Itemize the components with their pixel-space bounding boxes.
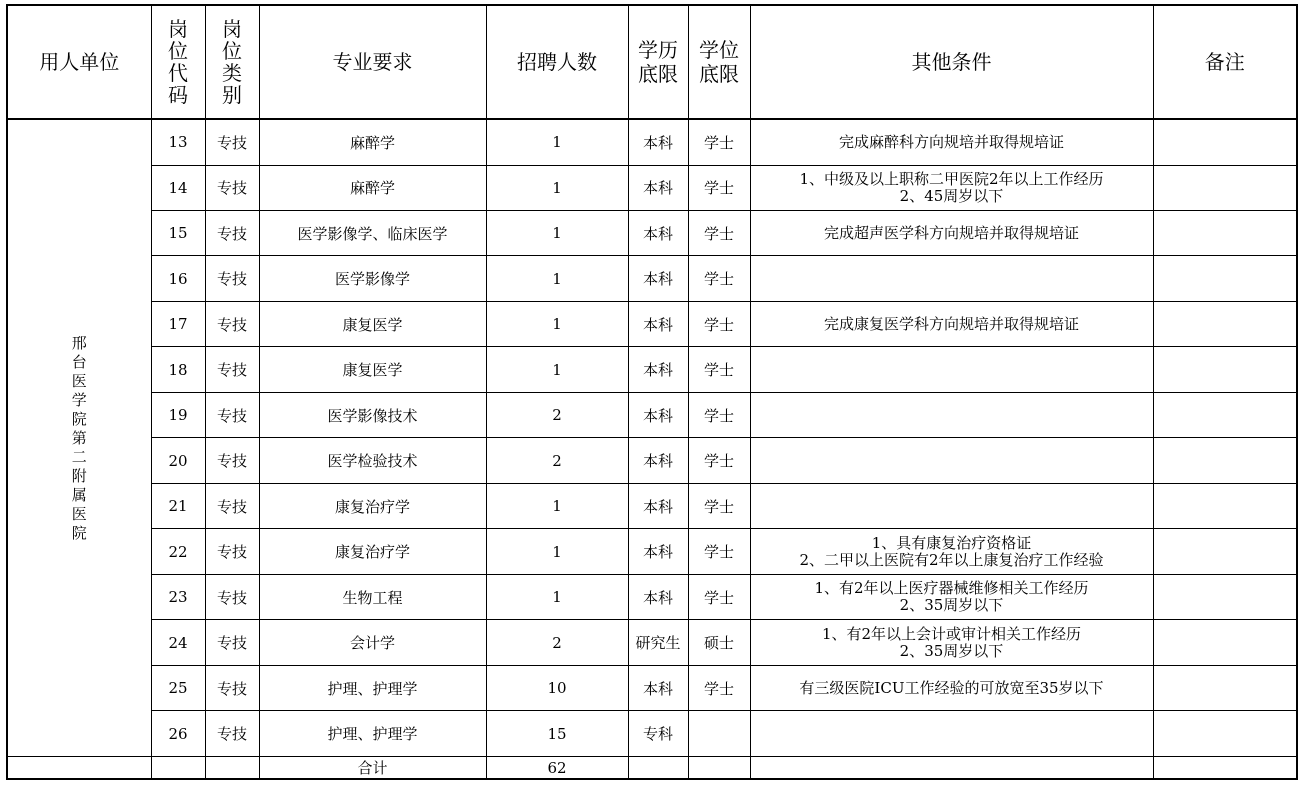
cell-type: 专技 — [205, 301, 259, 346]
total-empty-type — [205, 757, 259, 780]
condition-line: 有三级医院ICU工作经验的可放宽至35岁以下 — [799, 678, 1104, 697]
cell-type: 专技 — [205, 529, 259, 574]
header-post-type — [205, 5, 259, 119]
cell-code: 24 — [151, 620, 205, 665]
condition-line: 2、35周岁以下 — [899, 641, 1004, 660]
cell-type: 专技 — [205, 119, 259, 165]
cell-count: 1 — [486, 347, 628, 392]
cell-remark — [1153, 574, 1297, 619]
cell-degree: 学士 — [688, 438, 750, 483]
cell-code: 23 — [151, 574, 205, 619]
table-row — [7, 301, 1297, 346]
cell-degree: 学士 — [688, 574, 750, 619]
cell-remark — [1153, 392, 1297, 437]
cell-type: 专技 — [205, 256, 259, 301]
cell-remark — [1153, 483, 1297, 528]
header-remark: 备注 — [1153, 5, 1297, 119]
cell-major: 康复医学 — [259, 347, 486, 392]
cell-major: 医学影像学 — [259, 256, 486, 301]
cell-edu: 研究生 — [628, 620, 688, 665]
table-row — [7, 165, 1297, 210]
table-row — [7, 438, 1297, 483]
condition-line: 完成超声医学科方向规培并取得规培证 — [823, 223, 1079, 242]
cell-count: 1 — [486, 483, 628, 528]
cell-edu: 本科 — [628, 438, 688, 483]
cell-code: 15 — [151, 211, 205, 256]
cell-other-conditions — [750, 256, 1153, 301]
unit-cell — [7, 119, 151, 757]
cell-count: 1 — [486, 211, 628, 256]
header-post-code-text: 岗位代码 — [168, 17, 188, 107]
cell-code: 13 — [151, 119, 205, 165]
cell-edu: 本科 — [628, 347, 688, 392]
cell-remark — [1153, 665, 1297, 710]
table-row — [7, 711, 1297, 757]
header-degree-text: 学位底限 — [699, 38, 739, 86]
cell-remark — [1153, 529, 1297, 574]
cell-type: 专技 — [205, 574, 259, 619]
cell-count: 1 — [486, 165, 628, 210]
table-row — [7, 392, 1297, 437]
cell-code: 20 — [151, 438, 205, 483]
cell-count: 1 — [486, 301, 628, 346]
cell-edu: 本科 — [628, 574, 688, 619]
total-empty-cond — [750, 757, 1153, 780]
cell-other-conditions — [750, 165, 1153, 210]
total-row — [7, 757, 1297, 780]
cell-edu: 本科 — [628, 119, 688, 165]
header-edu-text: 学历底限 — [638, 38, 678, 86]
cell-count: 1 — [486, 256, 628, 301]
cell-degree: 学士 — [688, 392, 750, 437]
cell-type: 专技 — [205, 620, 259, 665]
cell-remark — [1153, 165, 1297, 210]
cell-count: 15 — [486, 711, 628, 757]
header-major: 专业要求 — [259, 5, 486, 119]
cell-edu: 专科 — [628, 711, 688, 757]
cell-other-conditions — [750, 301, 1153, 346]
cell-type: 专技 — [205, 711, 259, 757]
cell-degree: 学士 — [688, 119, 750, 165]
table-row — [7, 256, 1297, 301]
cell-remark — [1153, 347, 1297, 392]
cell-degree: 硕士 — [688, 620, 750, 665]
cell-edu: 本科 — [628, 256, 688, 301]
cell-other-conditions — [750, 665, 1153, 710]
cell-edu: 本科 — [628, 165, 688, 210]
total-empty-edu — [628, 757, 688, 780]
header-other: 其他条件 — [750, 5, 1153, 119]
condition-line: 1、中级及以上职称二甲医院2年以上工作经历 — [799, 169, 1104, 188]
cell-other-conditions — [750, 438, 1153, 483]
cell-type: 专技 — [205, 665, 259, 710]
unit-name: 邢台医学院第二附属医院 — [71, 333, 87, 542]
cell-major: 会计学 — [259, 620, 486, 665]
table-row — [7, 529, 1297, 574]
cell-degree: 学士 — [688, 529, 750, 574]
cell-degree: 学士 — [688, 665, 750, 710]
cell-code: 25 — [151, 665, 205, 710]
cell-degree: 学士 — [688, 211, 750, 256]
total-empty-code — [151, 757, 205, 780]
cell-count: 2 — [486, 620, 628, 665]
cell-major: 护理、护理学 — [259, 711, 486, 757]
condition-line: 2、二甲以上医院有2年以上康复治疗工作经验 — [799, 550, 1104, 569]
cell-code: 17 — [151, 301, 205, 346]
cell-type: 专技 — [205, 347, 259, 392]
total-empty-remark — [1153, 757, 1297, 780]
table-row — [7, 665, 1297, 710]
cell-code: 16 — [151, 256, 205, 301]
cell-count: 2 — [486, 392, 628, 437]
cell-other-conditions — [750, 119, 1153, 165]
cell-code: 26 — [151, 711, 205, 757]
cell-major: 麻醉学 — [259, 165, 486, 210]
cell-remark — [1153, 119, 1297, 165]
cell-other-conditions — [750, 392, 1153, 437]
cell-type: 专技 — [205, 438, 259, 483]
cell-edu: 本科 — [628, 483, 688, 528]
cell-other-conditions — [750, 620, 1153, 665]
cell-type: 专技 — [205, 483, 259, 528]
header-degree — [688, 5, 750, 119]
total-label: 合计 — [259, 757, 486, 780]
cell-edu: 本科 — [628, 529, 688, 574]
total-count: 62 — [486, 757, 628, 780]
condition-line: 1、有2年以上会计或审计相关工作经历 — [821, 624, 1082, 643]
cell-degree: 学士 — [688, 347, 750, 392]
header-post-type-text: 岗位类别 — [222, 17, 242, 107]
cell-edu: 本科 — [628, 392, 688, 437]
cell-edu: 本科 — [628, 211, 688, 256]
cell-type: 专技 — [205, 392, 259, 437]
cell-major: 医学影像技术 — [259, 392, 486, 437]
cell-major: 康复治疗学 — [259, 483, 486, 528]
condition-line: 2、45周岁以下 — [899, 186, 1004, 205]
header-unit: 用人单位 — [7, 5, 151, 119]
condition-line: 1、具有康复治疗资格证 — [871, 533, 1032, 552]
header-edu — [628, 5, 688, 119]
cell-count: 10 — [486, 665, 628, 710]
cell-edu: 本科 — [628, 665, 688, 710]
cell-degree — [688, 711, 750, 757]
cell-code: 14 — [151, 165, 205, 210]
cell-other-conditions — [750, 347, 1153, 392]
cell-degree: 学士 — [688, 165, 750, 210]
cell-remark — [1153, 301, 1297, 346]
table-row — [7, 119, 1297, 165]
header-post-code — [151, 5, 205, 119]
condition-line: 完成康复医学科方向规培并取得规培证 — [823, 314, 1079, 333]
cell-code: 19 — [151, 392, 205, 437]
cell-count: 1 — [486, 529, 628, 574]
header-count: 招聘人数 — [486, 5, 628, 119]
cell-code: 21 — [151, 483, 205, 528]
table-row — [7, 483, 1297, 528]
cell-major: 医学检验技术 — [259, 438, 486, 483]
cell-code: 18 — [151, 347, 205, 392]
condition-line: 完成麻醉科方向规培并取得规培证 — [838, 132, 1064, 151]
cell-count: 1 — [486, 574, 628, 619]
cell-remark — [1153, 711, 1297, 757]
cell-degree: 学士 — [688, 483, 750, 528]
cell-other-conditions — [750, 529, 1153, 574]
cell-major: 生物工程 — [259, 574, 486, 619]
cell-remark — [1153, 211, 1297, 256]
header-row — [7, 5, 1297, 119]
table-row — [7, 620, 1297, 665]
cell-major: 医学影像学、临床医学 — [259, 211, 486, 256]
cell-remark — [1153, 438, 1297, 483]
cell-code: 22 — [151, 529, 205, 574]
cell-other-conditions — [750, 711, 1153, 757]
total-empty-unit — [7, 757, 151, 780]
cell-remark — [1153, 256, 1297, 301]
cell-other-conditions — [750, 211, 1153, 256]
cell-major: 康复医学 — [259, 301, 486, 346]
cell-other-conditions — [750, 574, 1153, 619]
table-row — [7, 347, 1297, 392]
condition-line: 1、有2年以上医疗器械维修相关工作经历 — [814, 579, 1089, 598]
condition-line: 2、35周岁以下 — [899, 596, 1004, 615]
recruitment-table — [6, 4, 1298, 780]
table-body — [7, 119, 1297, 757]
cell-remark — [1153, 620, 1297, 665]
cell-major: 麻醉学 — [259, 119, 486, 165]
cell-count: 2 — [486, 438, 628, 483]
cell-type: 专技 — [205, 211, 259, 256]
cell-type: 专技 — [205, 165, 259, 210]
table-row — [7, 211, 1297, 256]
cell-degree: 学士 — [688, 256, 750, 301]
total-empty-degree — [688, 757, 750, 780]
cell-major: 康复治疗学 — [259, 529, 486, 574]
table-row — [7, 574, 1297, 619]
cell-edu: 本科 — [628, 301, 688, 346]
cell-degree: 学士 — [688, 301, 750, 346]
cell-count: 1 — [486, 119, 628, 165]
cell-major: 护理、护理学 — [259, 665, 486, 710]
cell-other-conditions — [750, 483, 1153, 528]
